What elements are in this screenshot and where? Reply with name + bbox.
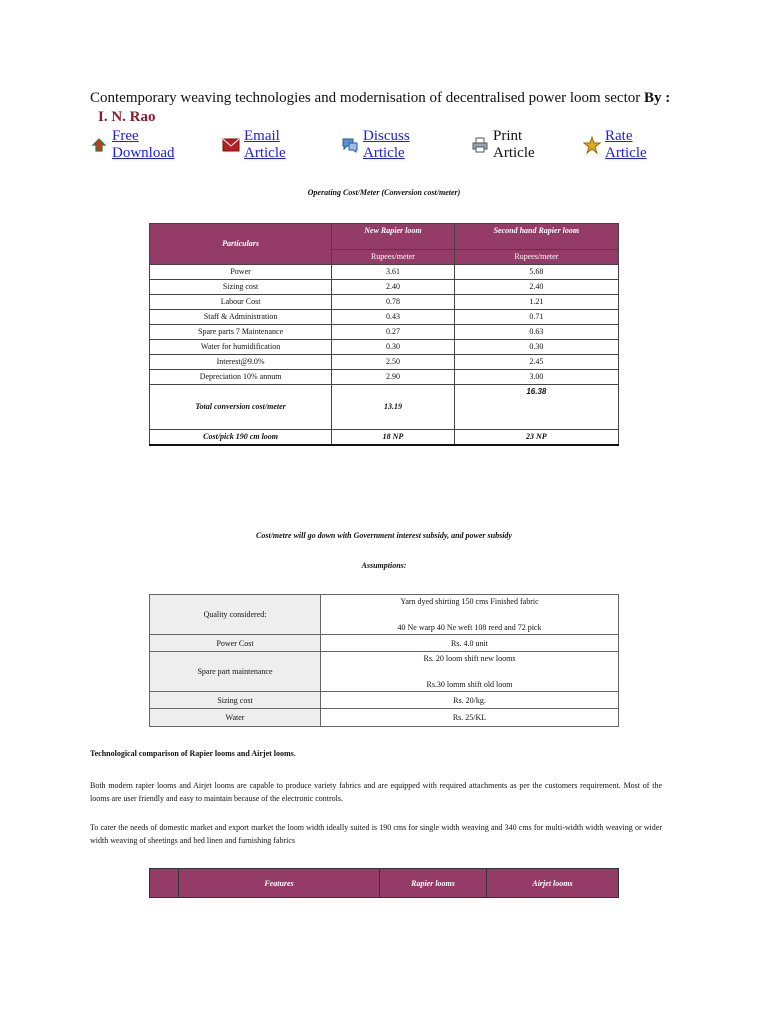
cost-cell-old: 3.00 — [454, 370, 618, 385]
title-by: By : — [644, 90, 671, 106]
power-label: Power Cost — [150, 635, 321, 652]
email-article-link[interactable]: Email Article — [244, 128, 286, 161]
cost-cell-label: Water for humidification — [150, 340, 332, 355]
header-new-rapier: New Rapier loom — [332, 224, 455, 250]
download-icon — [90, 136, 108, 154]
section-paragraph-2: To cater the needs of domestic market and export market the loom width ideally suited is 190 cms for single width weaving and 340 cms for multi-width width weaving or wider width weaving of sheetings and bed linen and furnishing fabrics — [90, 823, 662, 845]
cost-cell-new: 3.61 — [332, 265, 455, 280]
title-text: Contemporary weaving technologies and modernisation of decentralised power loom sector — [90, 90, 645, 106]
cost-cell-old: 0.71 — [454, 310, 618, 325]
header-particulars: Particulars — [150, 224, 332, 265]
spare-value: Rs. 20 loom shift new looms Rs.30 lomm shift old loom — [321, 652, 619, 692]
cost-row — [150, 265, 619, 280]
free-download-link[interactable]: Free Download — [112, 128, 175, 161]
cost-row — [150, 310, 619, 325]
pick-label: Cost/pick 190 cm loom — [150, 430, 332, 446]
sizing-value: Rs. 20/kg. — [321, 692, 619, 709]
features-table — [149, 868, 619, 898]
sizing-label: Sizing cost — [150, 692, 321, 709]
cost-cell-old: 2.40 — [454, 280, 618, 295]
cost-cell-label: Spare parts 7 Maintenance — [150, 325, 332, 340]
rate-article-link[interactable]: Rate Article — [605, 128, 647, 161]
spare-label: Spare part maintenance — [150, 652, 321, 692]
assumptions-caption: Assumptions: — [361, 561, 407, 570]
cost-cell-label: Staff & Administration — [150, 310, 332, 325]
subsidy-note: Cost/metre will go down with Government interest subsidy, and power subsidy — [256, 531, 512, 540]
pick-new: 18 NP — [332, 430, 455, 446]
total-new: 13.19 — [332, 385, 455, 430]
cost-cell-label: Depreciation 10% annum — [150, 370, 332, 385]
rate-icon — [583, 136, 601, 154]
cost-cell-label: Sizing cost — [150, 280, 332, 295]
features-col-blank — [150, 869, 179, 898]
assumptions-table — [149, 594, 619, 727]
water-label: Water — [150, 709, 321, 727]
pick-second: 23 NP — [454, 430, 618, 446]
total-label: Total conversion cost/meter — [150, 385, 332, 430]
features-col-airjet: Airjet looms — [487, 869, 619, 898]
cost-row — [150, 280, 619, 295]
cost-cell-label: Interest@9.0% — [150, 355, 332, 370]
author-name: I. N. Rao — [98, 109, 156, 125]
cost-cell-new: 0.30 — [332, 340, 455, 355]
print-icon — [471, 136, 489, 154]
quality-label: Quality considered: — [150, 595, 321, 635]
cost-cell-label: Labour Cost — [150, 295, 332, 310]
section-paragraph-1: Both modern rapier looms and Airjet looms are capable to produce variety fabrics and are equipped with required attachments as per the customers requirement. Most of the looms are user friendly and easy to maintain because of the electronic controls. — [90, 781, 662, 803]
cost-cell-old: 5.68 — [454, 265, 618, 280]
header-second-hand-rapier: Second hand Rapier loom — [454, 224, 618, 250]
print-article-label[interactable]: Print Article — [493, 128, 535, 161]
features-col-features: Features — [179, 869, 380, 898]
section-heading: Technological comparison of Rapier looms and Airjet looms. — [90, 749, 296, 758]
power-value: Rs. 4.0 unit — [321, 635, 619, 652]
cost-row — [150, 355, 619, 370]
cost-cell-new: 0.27 — [332, 325, 455, 340]
cost-row — [150, 295, 619, 310]
features-col-rapier: Rapier looms — [380, 869, 487, 898]
unit-new: Rupees/meter — [332, 249, 455, 264]
cost-cell-old: 0.30 — [454, 340, 618, 355]
cost-cell-new: 0.78 — [332, 295, 455, 310]
document-title — [90, 89, 750, 127]
cost-cell-new: 2.50 — [332, 355, 455, 370]
quality-value: Yarn dyed shirting 150 cms Finished fabric 40 Ne warp 40 Ne weft 108 reed and 72 pick — [321, 595, 619, 635]
cost-cell-old: 2.45 — [454, 355, 618, 370]
discuss-article-link[interactable]: Discuss Article — [363, 128, 410, 161]
cost-cell-old: 1.21 — [454, 295, 618, 310]
cost-cell-old: 0.63 — [454, 325, 618, 340]
water-value: Rs. 25/KL — [321, 709, 619, 727]
unit-second: Rupees/meter — [454, 249, 618, 264]
cost-table-caption: Operating Cost/Meter (Conversion cost/meter) — [307, 188, 461, 197]
operating-cost-table — [149, 223, 619, 446]
cost-cell-new: 2.90 — [332, 370, 455, 385]
total-second: 16.38 — [454, 385, 618, 430]
cost-cell-label: Power — [150, 265, 332, 280]
cost-cell-new: 0.43 — [332, 310, 455, 325]
discuss-icon — [341, 136, 359, 154]
cost-cell-new: 2.40 — [332, 280, 455, 295]
cost-row — [150, 370, 619, 385]
cost-row — [150, 325, 619, 340]
email-icon — [222, 136, 240, 154]
cost-row — [150, 340, 619, 355]
